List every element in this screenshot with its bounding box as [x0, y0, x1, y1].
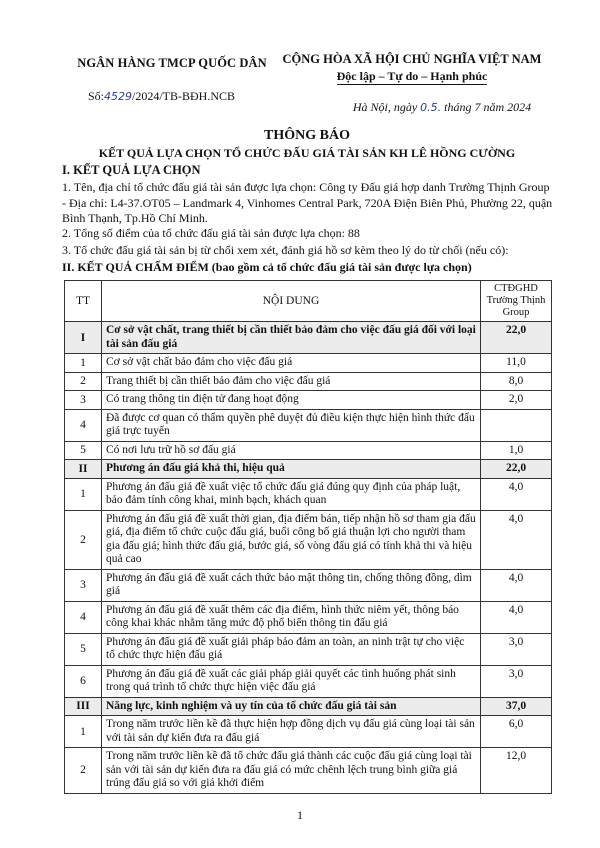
row-content: Trong năm trước liền kề đã tổ chức đấu giá thành các cuộc đấu giá cùng loại tài sản với tài sản dự kiến đưa ra đấu giá có mức chênh lệch trung bình giữa giá trúng đấu giá so với giá khởi điểm: [102, 748, 481, 794]
row-score: 22,0: [481, 460, 552, 479]
table-body: [65, 322, 552, 794]
row-content: Phương án đấu giá đề xuất thêm các địa điểm, hình thức niêm yết, thông báo công khai khác nhằm tăng mức độ phổ biến thông tin đấu giá: [102, 601, 481, 633]
row-number: 1: [65, 716, 102, 748]
row-score: 4,0: [481, 601, 552, 633]
row-score: 2,0: [481, 391, 552, 410]
row-score: 37,0: [481, 697, 552, 716]
table-row: [65, 665, 552, 697]
row-number: III: [65, 697, 102, 716]
table-row: [65, 601, 552, 633]
row-number: 4: [65, 409, 102, 441]
doc-number-suffix: /2024/TB-BĐH.NCB: [132, 89, 236, 103]
row-content: Có nơi lưu trữ hồ sơ đấu giá: [102, 441, 481, 460]
table-row: [65, 633, 552, 665]
column-header-content: NỘI DUNG: [102, 281, 481, 322]
section-1-heading: I. KẾT QUẢ LỰA CHỌN: [62, 163, 201, 177]
row-content: Phương án đấu giá khả thi, hiệu quả: [102, 460, 481, 479]
row-content: Phương án đấu giá đề xuất việc tổ chức đấu giá đúng quy định của pháp luật, bảo đảm tính công khai, minh bạch, khách quan: [102, 478, 481, 510]
table-row: [65, 354, 552, 373]
table-row: [65, 716, 552, 748]
table-row: [65, 391, 552, 410]
document-subtitle: KẾT QUẢ LỰA CHỌN TỔ CHỨC ĐẤU GIÁ TÀI SẢN KH LÊ HỒNG CƯỜNG: [98, 146, 516, 160]
date-prefix: Hà Nội, ngày: [352, 100, 418, 114]
doc-number-handwritten: 4529: [104, 90, 133, 103]
row-score: 11,0: [481, 354, 552, 373]
row-score: [481, 409, 552, 441]
row-content: Cơ sở vật chất bảo đảm cho việc đấu giá: [102, 354, 481, 373]
row-number: 3: [65, 569, 102, 601]
page-number: 1: [297, 808, 303, 822]
table-row: [65, 748, 552, 794]
row-content: Phương án đấu giá đề xuất cách thức bảo mật thông tin, chống thông đồng, dìm giá: [102, 569, 481, 601]
row-number: I: [65, 322, 102, 354]
row-score: 22,0: [481, 322, 552, 354]
row-score: 1,0: [481, 441, 552, 460]
row-content: Phương án đấu giá đề xuất giải pháp bảo đảm an toàn, an ninh trật tự cho việc tổ chức thực hiện đấu giá: [102, 633, 481, 665]
row-number: 5: [65, 441, 102, 460]
column-header-tt: TT: [65, 281, 102, 322]
row-number: II: [65, 460, 102, 479]
row-content: Trang thiết bị cần thiết bảo đảm cho việc đấu giá: [102, 372, 481, 391]
row-content: Đã được cơ quan có thẩm quyền phê duyệt đủ điều kiện thực hiện hình thức đấu giá trực tuyến: [102, 409, 481, 441]
table-group-row: [65, 460, 552, 479]
row-content: Có trang thông tin điện tử đang hoạt động: [102, 391, 481, 410]
section-2-heading: II. KẾT QUẢ CHẤM ĐIỂM (bao gồm cả tổ chức đấu giá tài sản được lựa chọn): [62, 260, 472, 274]
document-title: THÔNG BÁO: [264, 128, 350, 143]
nation-title: CỘNG HÒA XÃ HỘI CHỦ NGHĨA VIỆT NAM: [282, 52, 542, 66]
national-header: [272, 52, 552, 84]
row-number: 2: [65, 748, 102, 794]
table-group-row: [65, 697, 552, 716]
row-number: 1: [65, 354, 102, 373]
motto-text: Độc lập – Tự do – Hạnh phúc: [336, 69, 488, 83]
table-row: [65, 510, 552, 569]
table-row: [65, 441, 552, 460]
date-day-handwritten: 0.5.: [420, 101, 442, 114]
row-content: Trong năm trước liền kề đã thực hiện hợp đồng dịch vụ đấu giá cùng loại tài sản với tài sản dự kiến đưa ra đấu giá: [102, 716, 481, 748]
row-score: 3,0: [481, 633, 552, 665]
column-header-score: CTĐGHD Trường Thịnh Group: [481, 281, 552, 322]
date-suffix: tháng 7 năm 2024: [444, 100, 532, 114]
document-number: [88, 89, 235, 104]
bank-name: NGÂN HÀNG TMCP QUỐC DÂN: [77, 56, 267, 70]
row-score: 6,0: [481, 716, 552, 748]
row-number: 2: [65, 510, 102, 569]
section-1-paragraph-1: 1. Tên, địa chỉ tổ chức đấu giá tài sản được lựa chọn: Công ty Đấu giá hợp danh Trường Thịnh Group - Địa chỉ: L4-37.OT05 – Landmark 4, Vinhomes Central Park, 720A Điện Biên Phủ, Phường 22, quận Bình Thạnh, Tp.Hồ Chí Minh.: [62, 180, 553, 225]
table-header-row: [65, 281, 552, 322]
table-row: [65, 372, 552, 391]
row-score: 8,0: [481, 372, 552, 391]
table-row: [65, 409, 552, 441]
row-number: 2: [65, 372, 102, 391]
row-score: 4,0: [481, 510, 552, 569]
row-content: Phương án đấu giá đề xuất thời gian, địa điểm bán, tiếp nhận hồ sơ tham gia đấu giá, địa điểm tổ chức cuộc đấu giá, buổi công bố giá thuận lợi cho người tham gia đấu giá; hình thức đấu giá, bước giá, số vòng đấu giá có tính khả thi và hiệu quả cao: [102, 510, 481, 569]
row-number: 6: [65, 665, 102, 697]
row-number: 5: [65, 633, 102, 665]
table-row: [65, 569, 552, 601]
section-1-paragraph-2: 2. Tổng số điểm của tổ chức đấu giá tài sản được lựa chọn: 88: [62, 226, 360, 240]
row-score: 3,0: [481, 665, 552, 697]
row-number: 1: [65, 478, 102, 510]
row-number: 3: [65, 391, 102, 410]
row-number: 4: [65, 601, 102, 633]
row-content: Cơ sở vật chất, trang thiết bị cần thiết bảo đảm cho việc đấu giá đối với loại tài sản đấu giá: [102, 322, 481, 354]
table-group-row: [65, 322, 552, 354]
table-row: [65, 478, 552, 510]
row-content: Năng lực, kinh nghiệm và uy tín của tổ chức đấu giá tài sản: [102, 697, 481, 716]
row-score: 12,0: [481, 748, 552, 794]
row-score: 4,0: [481, 478, 552, 510]
scoring-table: [64, 280, 552, 794]
section-1-paragraph-3: 3. Tổ chức đấu giá tài sản bị từ chối xem xét, đánh giá hồ sơ kèm theo lý do từ chối (nếu có):: [62, 243, 509, 257]
motto: [272, 69, 552, 84]
row-score: 4,0: [481, 569, 552, 601]
date-line: [330, 100, 554, 115]
doc-number-prefix: Số:: [88, 89, 105, 103]
row-content: Phương án đấu giá đề xuất các giải pháp giải quyết các tình huống phát sinh trong quá trình tổ chức thực hiện việc đấu giá: [102, 665, 481, 697]
